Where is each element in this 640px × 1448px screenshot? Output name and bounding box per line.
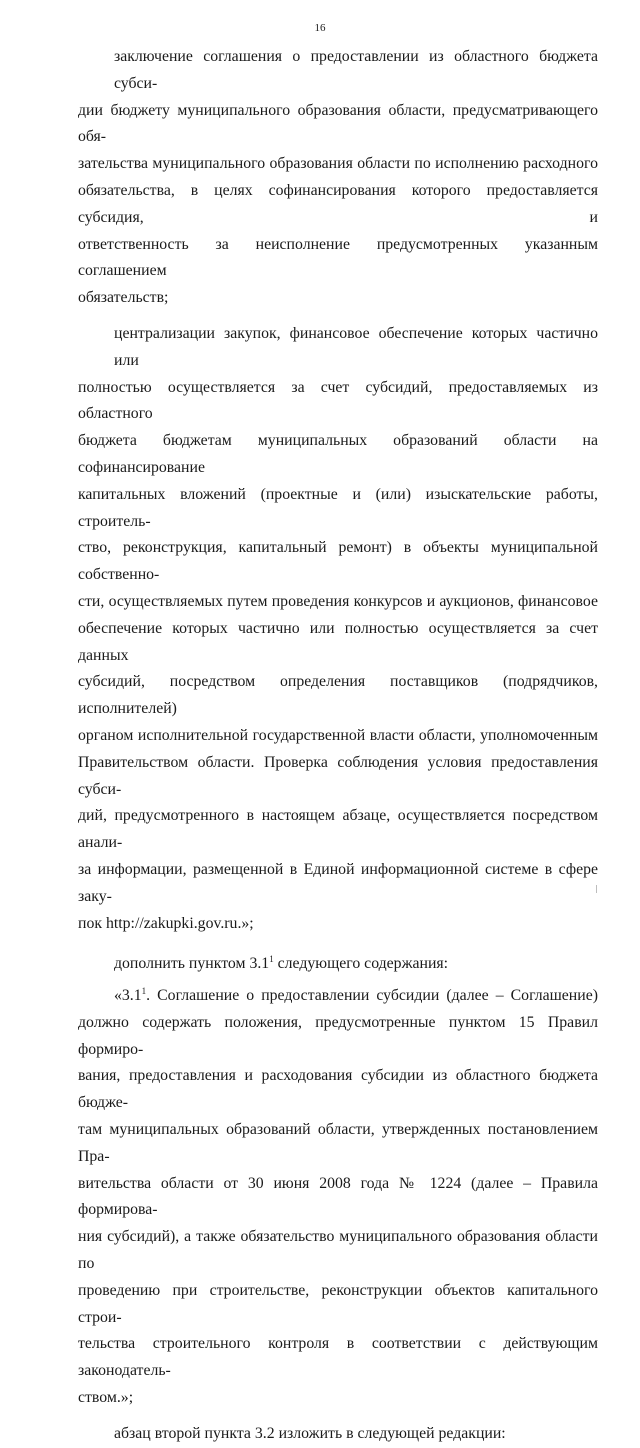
text-line: обязательства, в целях софинансирования которого предоставляется субсидия, и: [78, 181, 598, 226]
text-line: [78, 946, 598, 978]
document-body: [78, 44, 598, 1448]
superscript: 1: [141, 986, 147, 997]
text-line: зательства муниципального образования области по исполнению расходного: [78, 155, 598, 173]
text-line: вительства области от 30 июня 2008 года № 1224 (далее – Правила формирова-: [78, 1174, 598, 1219]
superscript: 1: [269, 954, 274, 965]
text-line: субсидий, посредством определения поставщиков (подрядчиков, исполнителей): [78, 673, 598, 718]
text-line: за информации, размещенной в Единой информационной системе в сфере заку-: [78, 860, 598, 905]
text-line: ством.»;: [78, 1389, 134, 1407]
text-line: абзац второй пункта 3.2 изложить в следующей редакции:: [114, 1424, 506, 1442]
text-line: централизации закупок, финансовое обеспечение которых частично или: [114, 324, 598, 369]
text-fragment: следующего содержания:: [277, 955, 449, 973]
text-line: органом исполнительной государственной власти области, уполномоченным: [78, 726, 598, 744]
text-line: вания, предоставления и расходования субсидии из областного бюджета бюдже-: [78, 1067, 598, 1112]
text-fragment: дополнить пунктом 3.1: [114, 955, 270, 973]
text-fragment: «3.1: [114, 987, 142, 1005]
text-line: дии бюджету муниципального образования области, предусматривающего обя-: [78, 101, 598, 146]
text-line: там муниципальных образований области, утвержденных постановлением Пра-: [78, 1121, 598, 1165]
text-line: капитальных вложений (проектные и (или) изыскательские работы, строитель-: [78, 485, 598, 530]
text-line: ответственность за неисполнение предусмотренных указанным соглашением: [78, 235, 598, 280]
text-line: дий, предусмотренного в настоящем абзаце, осуществляется посредством анали-: [78, 807, 598, 852]
text-line: должно содержать положения, предусмотренные пунктом 15 Правил формиро-: [78, 1013, 598, 1058]
text-line: полностью осуществляется за счет субсидий, предоставляемых из областного: [78, 378, 598, 423]
text-line: бюджета бюджетам муниципальных образований области на софинансирование: [78, 432, 598, 476]
text-line: тельства строительного контроля в соответствии с действующим законодатель-: [78, 1335, 598, 1380]
text-line: Правительством области. Проверка соблюдения условия предоставления субси-: [78, 753, 598, 798]
text-line: проведению при строительстве, реконструкции объектов капитального строи-: [78, 1281, 598, 1326]
margin-mark: [596, 885, 597, 893]
text-line: сти, осуществляемых путем проведения конкурсов и аукционов, финансовое: [78, 592, 598, 610]
text-line: ство, реконструкция, капитальный ремонт) в объекты муниципальной собственно-: [78, 539, 598, 584]
text-line: обязательств;: [78, 289, 169, 307]
text-line: ния субсидий), а также обязательство муниципального образования области по: [78, 1228, 598, 1273]
text-line: [78, 978, 598, 1010]
text-fragment: . Соглашение о предоставлении субсидии (далее – Соглашение): [146, 987, 598, 1005]
text-line: пок http://zakupki.gov.ru.»;: [78, 914, 254, 932]
page-number: 16: [314, 22, 326, 34]
text-line: заключение соглашения о предоставлении из областного бюджета субси-: [114, 48, 598, 92]
text-line: обеспечение которых частично или полностью осуществляется за счет данных: [78, 619, 598, 664]
